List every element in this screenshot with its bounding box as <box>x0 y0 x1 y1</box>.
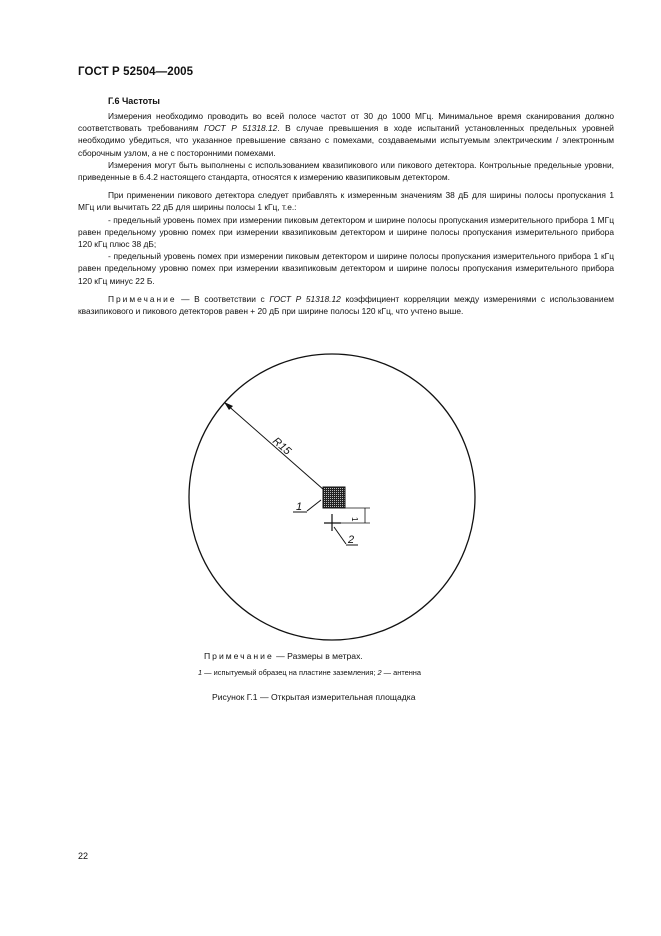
figure-note <box>204 651 363 661</box>
paragraph-6-part-b: коэффициент корреляции между измерениями с использованием квазипикового и пикового детекторов равен + 20 дБ при ширине полосы 120 кГц, что учтено выше. <box>78 293 614 317</box>
paragraph-3: При применении пикового детектора следует прибавлять к измеренным значениям 38 дБ для ширины полосы пропускания 1 МГц или вычитать 22 дБ для ширины полосы 1 кГц, т.е.: <box>78 190 614 213</box>
paragraph-1-part-b: . В случае превышения в ходе испытаний установленных предельных уровней необходимо убедиться, что указанное превышение связано с помехами, создаваемыми испытуемым электрическим / электронным сборочным узлом, а не с посторонними помехами. <box>78 123 614 158</box>
radius-label: R15 <box>270 435 294 458</box>
section-title: Г.6 Частоты <box>108 96 160 106</box>
legend-2-text: — антенна <box>381 668 421 677</box>
note-label: Примечание <box>108 293 177 304</box>
legend-1-text: — испытуемый образец на пластине заземления; <box>202 668 378 677</box>
figure-legend <box>198 668 421 677</box>
figure-caption: Рисунок Г.1 — Открытая измерительная площадка <box>212 692 416 702</box>
document-header: ГОСТ Р 52504—2005 <box>78 66 194 78</box>
paragraph-2: Измерения могут быть выполнены с использованием квазипикового или пикового детектора. Контрольные предельные уровни, приведенные в 6.4.2 настоящего стандарта, относятся к измерению квазипиковым детектором. <box>78 159 614 183</box>
leader-line-2 <box>334 527 346 544</box>
paragraph-5: - предельный уровень помех при измерении пиковым детектором и ширине полосы пропускания измерительного прибора 1 кГц равен предельному уровню помех при измерении квазипиковым детектором и ширине полосы пропускания измерительного прибора 120 кГц минус 22 Б. <box>78 251 614 286</box>
dimension-label: 1 <box>350 517 359 522</box>
legend-1-number: 1 <box>198 668 203 677</box>
standard-reference-2: ГОСТ Р 51318.12 <box>269 293 341 304</box>
figure-note-text: — Размеры в метрах. <box>273 651 363 661</box>
page-number: 22 <box>78 851 89 861</box>
paragraph-1-part-a: Измерения необходимо проводить во всей полосе частот от 30 до 1000 МГц. Минимальное время сканирования должно соответствовать требованиям <box>78 111 614 134</box>
item-1-label: 1 <box>296 501 303 513</box>
standard-reference: ГОСТ Р 51318.12 <box>204 123 278 134</box>
paragraph-6-part-a: — В соответствии с <box>176 293 270 304</box>
figure-note-label: Примечание <box>204 651 274 661</box>
test-object-square <box>323 487 345 508</box>
paragraph-4: - предельный уровень помех при измерении пиковым детектором и ширине полосы пропускания измерительного прибора 1 МГц равен предельному уровню помех при измерении квазипиковым детектором и ширине полосы пропускания измерительного прибора 120 кГц плюс 38 дБ; <box>78 214 614 250</box>
legend-2-number: 2 <box>377 668 382 677</box>
leader-line-1 <box>307 500 321 511</box>
item-2-label: 2 <box>348 534 355 546</box>
